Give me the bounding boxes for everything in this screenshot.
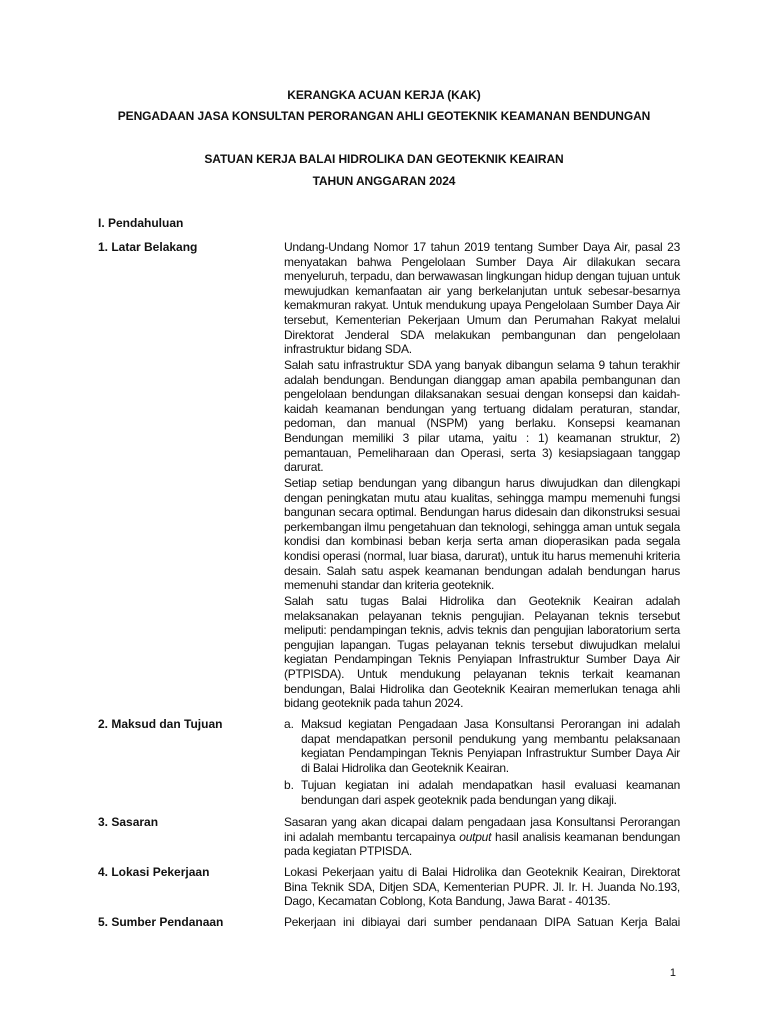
list-marker: b. bbox=[284, 778, 295, 792]
paragraph-latar-belakang-2: Salah satu infrastruktur SDA yang banyak dibangun selama 9 tahun terakhir adalah bendungan. Bendungan dianggap aman apabila pembangunan dan pengelolaan bendungan dilaksanakan sesuai dengan konsepsi dan kaidah-kaidah keamanan bendungan yang tertuang didalam peraturan, standar, pedoman, dan manual (NSPM) yang berlaku. Konsepsi keamanan Bendungan memiliki 3 pilar utama, yaitu : 1) keamanan struktur, 2) pemantauan, Pemeliharaan dan Operasi, serta 3) kesiapsiagaan tanggap darurat. bbox=[284, 358, 680, 475]
label-maksud-tujuan: 2. Maksud dan Tujuan bbox=[98, 717, 223, 731]
list-item-tujuan bbox=[284, 778, 680, 807]
work-unit-title: SATUAN KERJA BALAI HIDROLIKA DAN GEOTEKNIK KEAIRAN bbox=[204, 152, 564, 166]
sasaran-text-1: Sasaran yang akan dicapai dalam pengadaan jasa Konsultansi Perorangan ini adalah membantu tercapainya bbox=[284, 815, 680, 844]
list-marker: a. bbox=[284, 717, 295, 731]
label-latar-belakang: 1. Latar Belakang bbox=[98, 240, 198, 254]
paragraph-lokasi-pekerjaan: Lokasi Pekerjaan yaitu di Balai Hidrolika dan Geoteknik Keairan, Direktorat Bina Teknik SDA, Ditjen SDA, Kementerian PUPR. Jl. Ir. H. Juanda No.193, Dago, Kecamatan Coblong, Kota Bandung, Jawa Barat - 40135. bbox=[284, 865, 680, 909]
label-sasaran: 3. Sasaran bbox=[98, 815, 159, 829]
fiscal-year-title: TAHUN ANGGARAN 2024 bbox=[312, 174, 456, 188]
paragraph-sumber-pendanaan: Pekerjaan ini dibiayai dari sumber pendanaan DIPA Satuan Kerja Balai bbox=[284, 915, 680, 929]
list-item-maksud bbox=[284, 717, 680, 775]
sasaran-text-italic: output bbox=[459, 829, 492, 844]
paragraph-sasaran bbox=[284, 815, 680, 859]
paragraph-latar-belakang-4: Salah satu tugas Balai Hidrolika dan Geoteknik Keairan adalah melaksanakan pelayanan teknis pengujian. Pelayanan teknis tersebut meliputi: pendampingan teknis, advis teknis dan pengujian laboratorium serta pengujian lapangan. Tugas pelayanan teknis tersebut diwujudkan melalui kegiatan Pendampingan Teknis Penyiapan Infrastruktur Sumber Daya Air (PTPISDA). Untuk mendukung pelayanan teknis terkait keamanan bendungan, Balai Hidrolika dan Geoteknik Keairan memerlukan tenaga ahli bidang geoteknik pada tahun 2024. bbox=[284, 594, 680, 711]
document-title: KERANGKA ACUAN KERJA (KAK) bbox=[287, 88, 481, 102]
list-item-text: Maksud kegiatan Pengadaan Jasa Konsultansi Perorangan ini adalah dapat mendapatkan personil pendukung yang membantu pelaksanaan kegiatan Pendampingan Teknis Penyiapan Infrastruktur Sumber Daya Air di Balai Hidrolika dan Geoteknik Keairan. bbox=[301, 717, 680, 775]
page-number: 1 bbox=[669, 967, 676, 979]
paragraph-latar-belakang-3: Setiap setiap bendungan yang dibangun harus diwujudkan dan dilengkapi dengan peningkatan mutu atau kualitas, sehingga mampu memenuhi fungsi bangunan secara optimal. Bendungan harus didesain dan dikonstruksi sesuai perkembangan ilmu pengetahuan dan teknologi, sehingga aman untuk segala kondisi dan kombinasi beban kerja serta aman dioperasikan pada segala kondisi operasi (normal, luar biasa, darurat), untuk itu harus memenuhi kriteria desain. Salah satu aspek keamanan bendungan adalah bendungan harus memenuhi standar dan kriteria geoteknik. bbox=[284, 476, 680, 593]
sasaran-text-2: hasil analisis keamanan bendungan pada kegiatan PTPISDA. bbox=[284, 829, 680, 859]
paragraph-latar-belakang-1: Undang-Undang Nomor 17 tahun 2019 tentang Sumber Daya Air, pasal 23 menyatakan bahwa Pengelolaan Sumber Daya Air dilakukan secara menyeluruh, terpadu, dan berwawasan lingkungan hidup dengan tujuan untuk mewujudkan kemanfaatan air yang berkelanjutan untuk sebesar-besarnya kemakmuran rakyat. Untuk mendukung upaya Pengelolaan Sumber Daya Air tersebut, Kementerian Pekerjaan Umum dan Perumahan Rakyat melalui Direktorat Jenderal SDA melakukan pembangunan dan pengelolaan infrastruktur bidang SDA. bbox=[284, 240, 680, 357]
document-subtitle: PENGADAAN JASA KONSULTAN PERORANGAN AHLI GEOTEKNIK KEAMANAN BENDUNGAN bbox=[117, 109, 651, 123]
section-heading-pendahuluan: I. Pendahuluan bbox=[98, 216, 184, 230]
label-sumber-pendanaan: 5. Sumber Pendanaan bbox=[98, 915, 224, 929]
list-item-text: Tujuan kegiatan ini adalah mendapatkan hasil evaluasi keamanan bendungan dari aspek geoteknik pada bendungan yang dikaji. bbox=[301, 778, 680, 807]
label-lokasi-pekerjaan: 4. Lokasi Pekerjaan bbox=[98, 865, 210, 879]
